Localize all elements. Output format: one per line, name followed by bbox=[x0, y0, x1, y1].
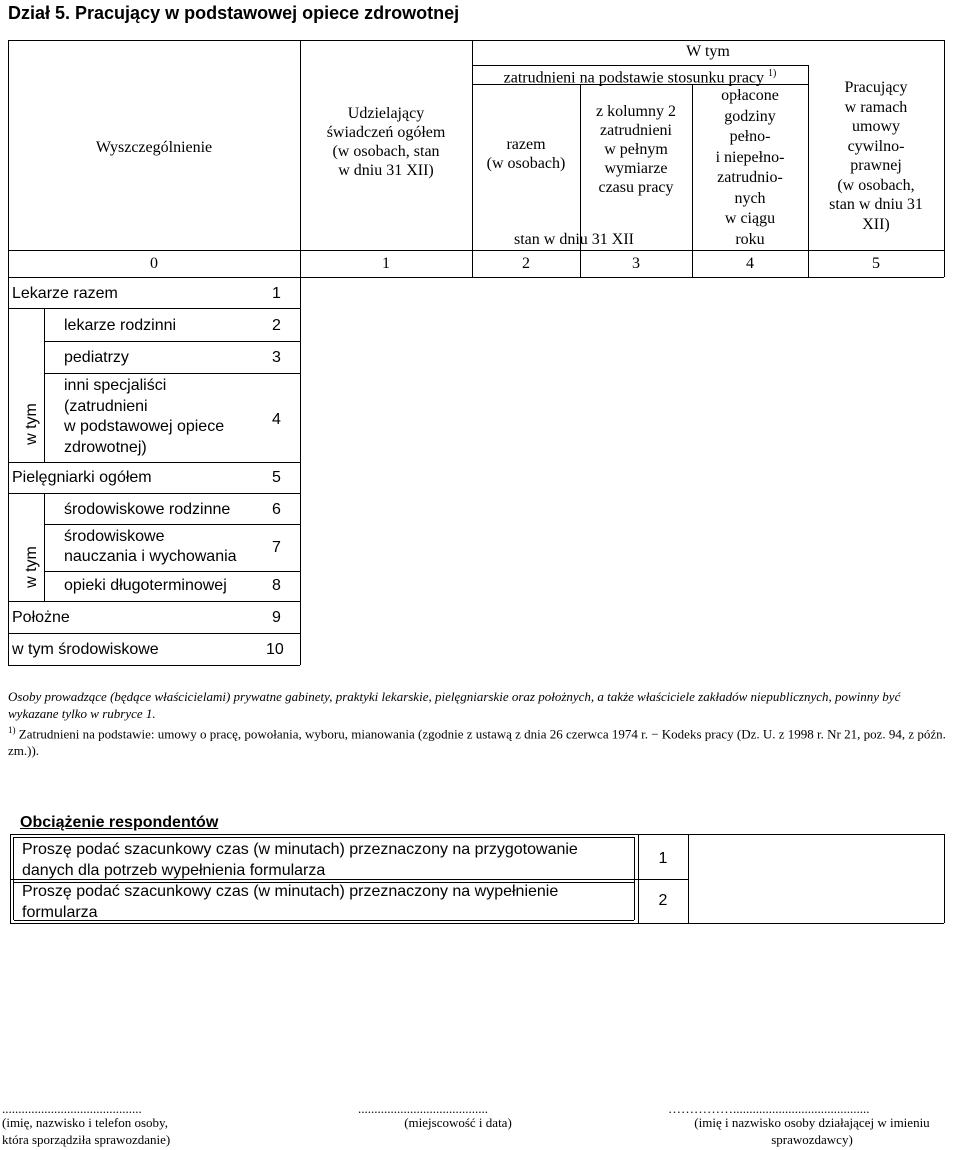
row-number: 6 bbox=[272, 501, 281, 518]
col-number-5: 5 bbox=[872, 255, 880, 272]
col-number-3: 3 bbox=[632, 255, 640, 272]
row-label-lekarze-rodzinni: lekarze rodzinni bbox=[64, 317, 177, 334]
row-number: 2 bbox=[272, 317, 281, 334]
row-number: 5 bbox=[272, 469, 281, 486]
row-label-polozne: Położne bbox=[12, 609, 70, 626]
header-col4: Pracujący w ramach umowy cywilno- prawnej (w osobach, stan w dniu 31 XII) bbox=[829, 79, 923, 233]
signature-dots-representative: …………….......................................... bbox=[668, 1101, 870, 1116]
header-wyszczegolnienie: Wyszczególnienie bbox=[95, 139, 213, 156]
burden-question-1: Proszę podać szacunkowy czas (w minutach) przeznaczony na przygotowanie danych dla potrzeb wypełnienia formularza bbox=[22, 841, 578, 879]
row-number: 8 bbox=[272, 577, 281, 594]
header-stan: stan w dniu 31 XII bbox=[514, 231, 634, 248]
row-label-srodowiskowe-nauczania: środowiskowe nauczania i wychowania bbox=[64, 528, 237, 565]
burden-question-2: Proszę podać szacunkowy czas (w minutach) przeznaczony na wypełnienie formularza bbox=[22, 883, 559, 921]
col-number-2: 2 bbox=[522, 255, 530, 272]
row-label-w-tym-srodowiskowe: w tym środowiskowe bbox=[12, 641, 159, 658]
note-owners: Osoby prowadzące (będące właścicielami) prywatne gabinety, praktyki lekarskie, pielęgniarskie oraz położnych, a także właściciele zakładów niepublicznych, powinny być wykazane tylko w rubryce 1. bbox=[8, 689, 901, 721]
footnote-1: $^{1)}$ Zatrudnieni na podstawie: umowy o pracę, powołania, wyboru, mianowania (zgodnie z ustawą z dnia 26 czerwca 1974 r. − Kodeks pracy (Dz. U. z 1998 r. Nr 21, poz. 94, z późn. zm.)). bbox=[8, 725, 946, 759]
header-employment-group: zatrudnieni na podstawie stosunku pracy $^{1)}$ bbox=[503, 68, 777, 87]
burden-number-1: 1 bbox=[658, 850, 668, 867]
header-col3: opłacone godziny pełno- i niepełno- zatrudnio- nych w ciągu roku bbox=[715, 87, 785, 248]
row-label-pielegniarki: Pielęgniarki ogółem bbox=[12, 469, 152, 486]
header-col2: z kolumny 2 zatrudnieni w pełnym wymiarze czasu pracy bbox=[596, 103, 676, 196]
header-col1: razem (w osobach) bbox=[486, 136, 566, 172]
row-number: 1 bbox=[272, 285, 281, 302]
burden-answer-1[interactable] bbox=[689, 835, 944, 879]
header-w-tym: W tym bbox=[686, 43, 730, 60]
row-label-srodowiskowe-rodzinne: środowiskowe rodzinne bbox=[64, 501, 231, 518]
section-title: Dział 5. Pracujący w podstawowej opiece zdrowotnej bbox=[8, 3, 460, 23]
row-number: 9 bbox=[272, 609, 281, 626]
row-label-lekarze: Lekarze razem bbox=[12, 285, 118, 302]
row-group-w-tym-pielegniarki: w tym bbox=[23, 546, 40, 588]
signature-dots-preparer: ........................................... bbox=[2, 1101, 142, 1116]
row-number: 3 bbox=[272, 349, 281, 366]
row-number: 10 bbox=[266, 641, 284, 658]
row-number: 7 bbox=[272, 539, 281, 556]
signature-dots-place-date: ........................................ bbox=[358, 1101, 488, 1116]
burden-answer-2[interactable] bbox=[689, 880, 944, 923]
row-label-pediatrzy: pediatrzy bbox=[64, 349, 129, 366]
header-col0: Udzielający świadczeń ogółem (w osobach, stan w dniu 31 XII) bbox=[326, 105, 446, 179]
burden-title: Obciążenie respondentów bbox=[20, 814, 219, 831]
col-number-0: 0 bbox=[150, 255, 158, 272]
row-number: 4 bbox=[272, 411, 281, 428]
row-label-opieki-dlugoterminowej: opieki długoterminowej bbox=[64, 577, 227, 594]
row-label-inni-specjalisci: inni specjaliści (zatrudnieni w podstawowej opiece zdrowotnej) bbox=[64, 377, 225, 456]
burden-number-2: 2 bbox=[658, 892, 668, 909]
col-number-4: 4 bbox=[746, 255, 754, 272]
signature-label-preparer: (imię, nazwisko i telefon osoby, która sporządziła sprawozdanie) bbox=[2, 1115, 171, 1147]
row-group-w-tym-lekarze: w tym bbox=[23, 403, 40, 445]
col-number-1: 1 bbox=[382, 255, 390, 272]
signature-label-representative: (imię i nazwisko osoby działającej w imieniu sprawozdawcy) bbox=[694, 1115, 930, 1147]
signature-label-place-date: (miejscowość i data) bbox=[404, 1115, 512, 1130]
